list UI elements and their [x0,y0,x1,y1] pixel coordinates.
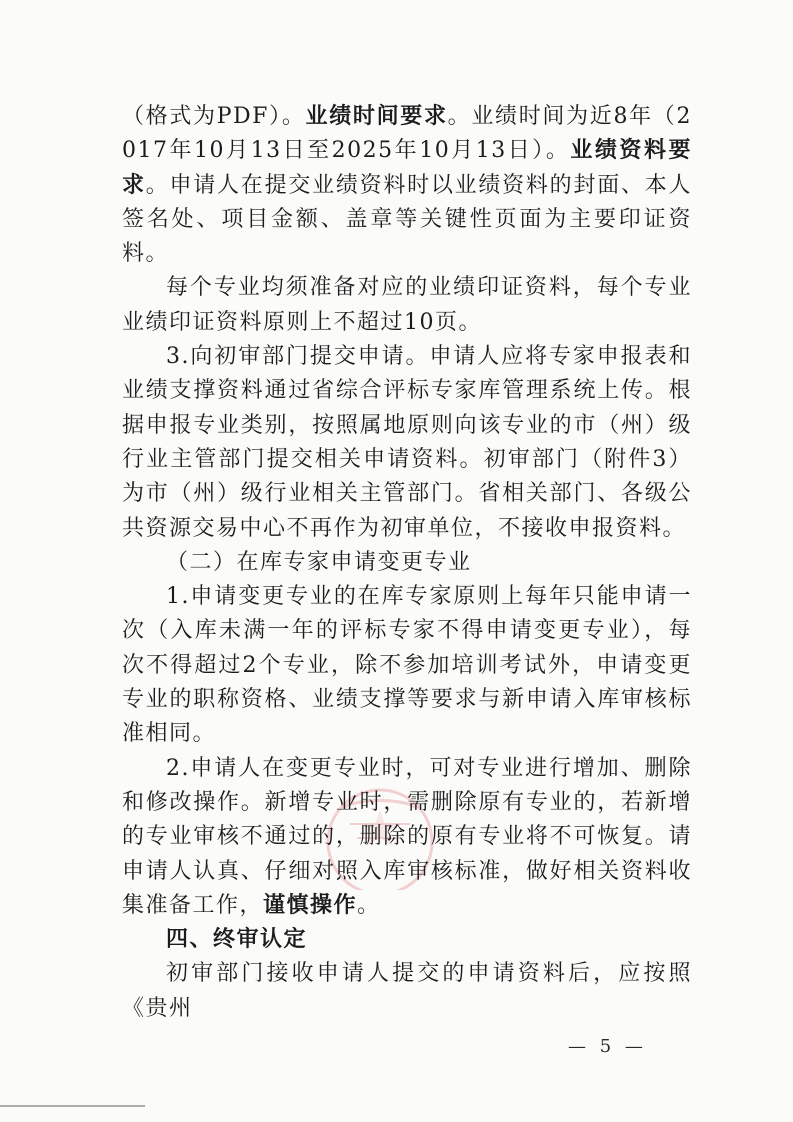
paragraph-text: 3.向初审部门提交申请。申请人应将专家申报表和业绩支撑资料通过省综合评标专家库管理系统上传。根据申报专业类别，按照属地原则向该专业的市（州）级行业主管部门提交相关申请资料。初审部门（附件3）为市（州）级行业相关主管部门。省相关部门、各级公共资源交易中心不再作为初审单位，不接收申报资料。 [122,344,692,541]
paragraph-text: 。申请人在提交业绩资料时以业绩资料的封面、本人签名处、项目金额、盖章等关键性页面为主要印证资料。 [122,172,692,267]
paragraph [122,546,692,580]
paragraph-text: 。 [357,892,381,918]
emphasis-text: 业绩时间要求 [305,104,448,129]
emphasis-text: 业绩资料要求 [122,138,692,198]
paragraph [122,271,692,340]
paragraph [122,957,692,1026]
paragraph-text: （二）在库专家申请变更专业 [166,549,472,575]
bottom-rule-line [0,1105,145,1107]
paragraph-text: 。业绩时间为近8年（2017年10月13日至2025年10月13日）。 [122,104,692,164]
paragraph-text: 每个专业均须准备对应的业绩印证资料，每个专业业绩印证资料原则上不超过10页。 [122,275,692,335]
paragraph-text: 初审部门接收申请人提交的申请资料后，应按照《贵州 [122,961,692,1021]
emphasis-text: 四、终审认定 [166,927,308,953]
paragraph [122,100,692,271]
paragraph-text: 2.申请人在变更专业时，可对专业进行增加、删除和修改操作。新增专业时，需删除原有专业的，若新增的专业审核不通过的，删除的原有专业将不可恢复。请申请人认真、仔细对照入库审核标准，做好相关资料收集准备工作， [122,755,692,918]
paragraph [122,752,692,923]
emphasis-text: 谨慎操作 [263,892,358,918]
paragraph [122,923,692,957]
paragraph-text: （格式为PDF）。 [122,104,306,129]
paragraph-text: 1.申请变更专业的在库专家原则上每年只能申请一次（入库未满一年的评标专家不得申请变更专业），每次不得超过2个专业，除不参加培训考试外，申请变更专业的职称资格、业绩支撑等要求与新申请入库审核标准相同。 [122,584,692,747]
page-number: — 5 — [568,1036,647,1057]
document-body [122,100,692,1026]
paragraph [122,580,692,751]
paragraph [122,340,692,546]
